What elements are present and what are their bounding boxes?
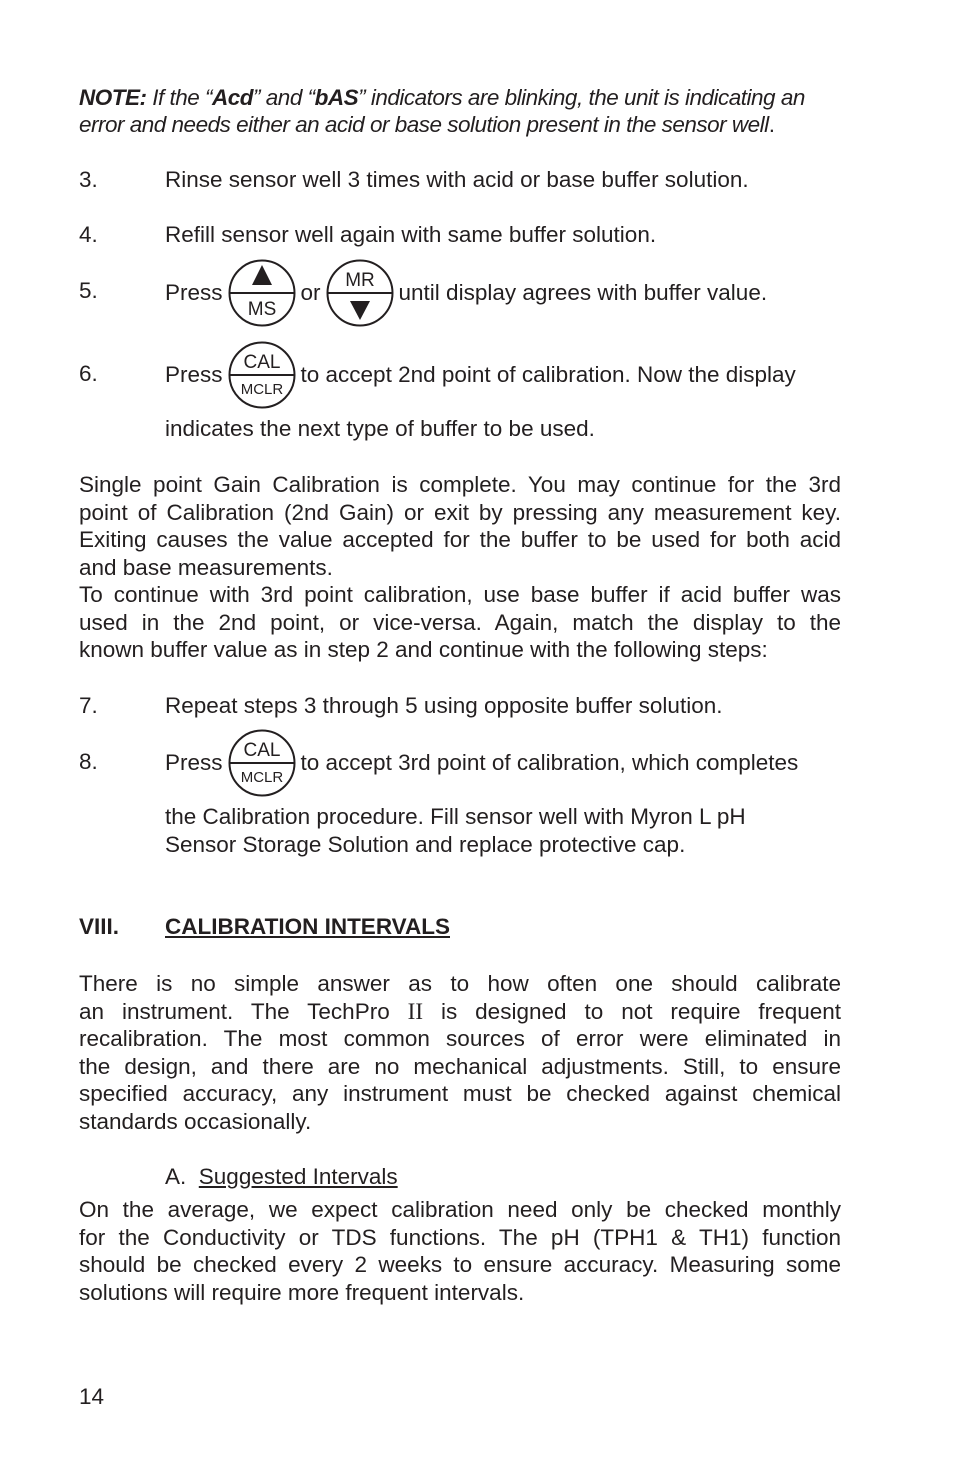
para3-line: the design, and there are no mechanical adjustments. Still, to ensure: [79, 1053, 841, 1079]
para4-line: for the Conductivity or TDS functions. The pH (TPH1 & TH1) function: [79, 1224, 841, 1250]
note-line-2: [79, 111, 859, 138]
paragraph-calibration-intervals: [79, 970, 841, 1136]
para3-text: is designed to not require frequent: [423, 998, 841, 1024]
subsection-title: Suggested Intervals: [198, 1164, 398, 1189]
mr-key-label: MR: [344, 270, 375, 291]
step-3-number: 3.: [79, 167, 98, 192]
step-7-text: Repeat steps 3 through 5 using opposite buffer solution.: [165, 693, 723, 718]
step-7-number: 7.: [79, 693, 98, 718]
step-5-or: or: [300, 280, 321, 305]
para3-line: There is no simple answer as to how often one should calibrate: [79, 971, 841, 996]
para3-text: an instrument. The TechPro: [79, 998, 408, 1024]
cal-key-label: CAL: [243, 352, 280, 373]
cal-mclr-key-icon[interactable]: [227, 729, 297, 797]
step-8-line-3: Sensor Storage Solution and replace protective cap.: [165, 832, 686, 857]
para3-line: recalibration. The most common sources of error were eliminated in: [79, 1026, 841, 1052]
step-5-press: Press: [165, 280, 223, 305]
mclr-key-label: MCLR: [240, 381, 283, 398]
para1-line: Single point Gain Calibration is complete. You may continue for the 3rd: [79, 472, 841, 497]
step-4-text: Refill sensor well again with same buffer solution.: [165, 222, 657, 247]
step-8-line-2: the Calibration procedure. Fill sensor well with Myron L pH: [165, 804, 746, 829]
para2-line: To continue with 3rd point calibration, use base buffer if acid buffer was: [79, 582, 841, 607]
section-title: CALIBRATION INTERVALS: [165, 914, 450, 939]
para1-line: point of Calibration (2nd Gain) or exit by pressing any measurement key.: [79, 499, 841, 525]
paragraph-third-point: [79, 581, 841, 664]
step-8-press: Press: [165, 750, 223, 775]
mclr-key-label: MCLR: [240, 769, 283, 786]
note-line-1: [79, 84, 859, 111]
step-8-after: to accept 3rd point of calibration, which completes: [300, 750, 799, 775]
note-label: NOTE:: [79, 85, 147, 110]
paragraph-suggested-intervals: [79, 1196, 841, 1306]
step-8-number: 8.: [79, 749, 98, 774]
note-text-1: If the “: [146, 85, 213, 110]
bas-indicator: bAS: [314, 85, 359, 110]
subsection-letter: A.: [165, 1164, 187, 1189]
page-number: 14: [79, 1384, 105, 1409]
step-6-after: to accept 2nd point of calibration. Now the display: [300, 362, 796, 387]
ms-key-label: MS: [247, 299, 276, 320]
note-text-4: error and needs either an acid or base solution present in the sensor well: [79, 112, 769, 137]
paragraph-single-point: [79, 471, 841, 581]
cal-mclr-key-icon[interactable]: [227, 341, 297, 409]
para2-line: used in the 2nd point, or vice-versa. Again, match the display to the: [79, 609, 841, 635]
note-text-2: ” and “: [253, 85, 315, 110]
para3-line: standards occasionally.: [79, 1108, 312, 1134]
para1-line: and base measurements.: [79, 554, 333, 580]
cal-key-label: CAL: [243, 740, 280, 761]
techpro-roman-numeral: II: [407, 998, 423, 1024]
para3-line: [79, 998, 841, 1026]
step-8-line: [165, 729, 798, 797]
ms-up-key-icon[interactable]: [227, 259, 297, 327]
step-5-number: 5.: [79, 278, 98, 303]
para4-line: solutions will require more frequent intervals.: [79, 1279, 525, 1305]
para4-line: should be checked every 2 weeks to ensure accuracy. Measuring some: [79, 1252, 841, 1278]
section-number: VIII.: [79, 914, 120, 939]
step-6-press: Press: [165, 362, 223, 387]
step-3-text: Rinse sensor well 3 times with acid or base buffer solution.: [165, 167, 749, 192]
subsection-heading: [165, 1163, 398, 1191]
note-period: .: [768, 112, 775, 137]
para3-line: specified accuracy, any instrument must be checked against chemical: [79, 1081, 841, 1107]
para2-line: known buffer value as in step 2 and continue with the following steps:: [79, 637, 768, 663]
note-block: [79, 84, 859, 138]
para1-line: Exiting causes the value accepted for the buffer to be used for both acid: [79, 527, 841, 553]
acd-indicator: Acd: [212, 85, 254, 110]
note-text-3: ” indicators are blinking, the unit is indicating an: [358, 85, 805, 110]
step-6-number: 6.: [79, 361, 98, 386]
para4-line: On the average, we expect calibration need only be checked monthly: [79, 1197, 841, 1222]
step-4-number: 4.: [79, 222, 98, 247]
step-6-line: [165, 341, 796, 409]
mr-down-key-icon[interactable]: [325, 259, 395, 327]
step-5-line: [165, 259, 767, 327]
step-6-line-2: indicates the next type of buffer to be used.: [165, 416, 595, 441]
step-5-after: until display agrees with buffer value.: [398, 280, 768, 305]
